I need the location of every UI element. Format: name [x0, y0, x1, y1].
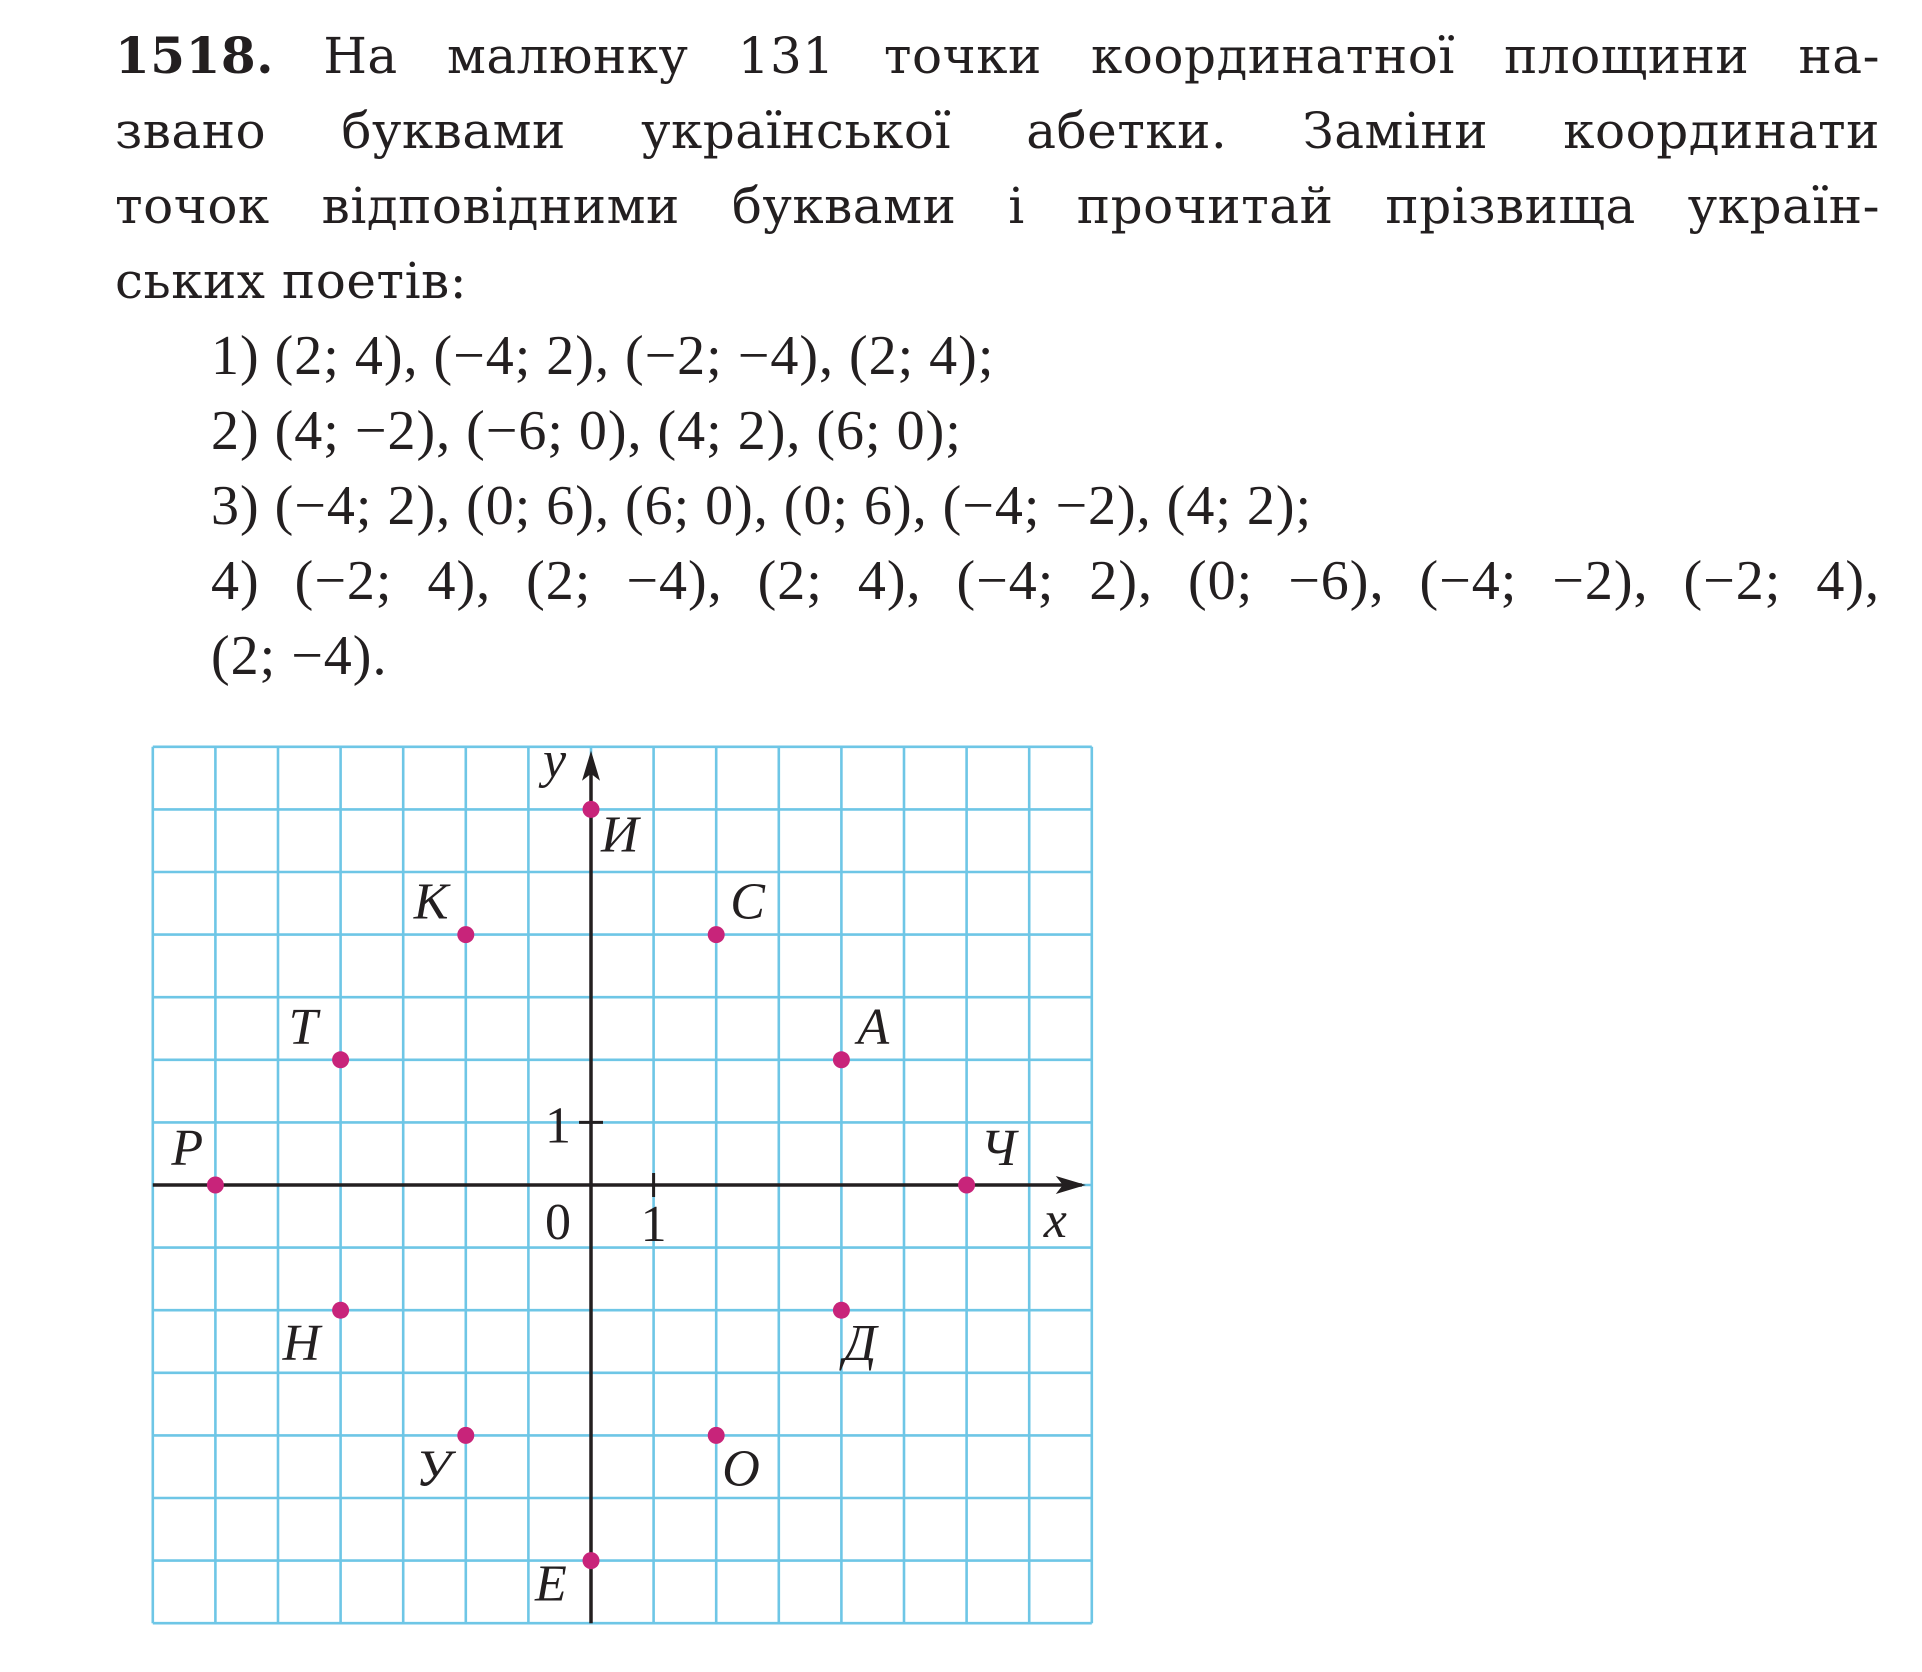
- point-label: Р: [171, 1120, 204, 1177]
- point-marker: [583, 1552, 600, 1569]
- task-item-4-cont: (2; −4).: [211, 625, 388, 687]
- point-label: Н: [282, 1315, 321, 1373]
- task-item-3: 3) (−4; 2), (0; 6), (6; 0), (0; 6), (−4; −2), (4; 2);: [211, 475, 1313, 537]
- point-label: Ч: [980, 1120, 1017, 1177]
- point-marker: [207, 1177, 224, 1194]
- point-label: Т: [288, 998, 318, 1056]
- point-marker: [708, 926, 725, 943]
- points: [170, 801, 1019, 1613]
- point-marker: [583, 801, 600, 818]
- problem-number: 1518.: [115, 26, 275, 85]
- point-label: А: [857, 998, 890, 1056]
- task-item-1: 1) (2; 4), (−4; 2), (−2; −4), (2; 4);: [211, 325, 995, 387]
- x-axis-label: x: [1043, 1192, 1067, 1249]
- problem-line-4: ських поетів:: [115, 252, 468, 310]
- problem-line-3: точок відповідними буквами і прочитай прізвища україн-: [115, 177, 1880, 235]
- point-marker: [457, 1427, 474, 1444]
- point-label: Е: [535, 1555, 567, 1613]
- x-unit-label: 1: [640, 1196, 667, 1253]
- point-marker: [833, 1051, 850, 1068]
- problem-statement-1: На малюнку 131 точки координатної площини на-: [323, 27, 1880, 85]
- axes: [153, 732, 1086, 1623]
- task-item-2: 2) (4; −2), (−6; 0), (4; 2), (6; 0);: [211, 400, 962, 462]
- point-label: У: [415, 1440, 451, 1498]
- point-label: Д: [843, 1315, 877, 1373]
- y-axis-label: y: [543, 731, 567, 789]
- point-marker: [332, 1302, 349, 1319]
- point-marker: [332, 1051, 349, 1068]
- point-label: К: [413, 873, 449, 931]
- point-label: С: [730, 873, 765, 931]
- point-marker: [457, 926, 474, 943]
- task-item-4: 4) (−2; 4), (2; −4), (2; 4), (−4; 2), (0; −6), (−4; −2), (−2; 4),: [211, 550, 1880, 612]
- point-label: И: [601, 806, 639, 864]
- point-marker: [958, 1177, 975, 1194]
- problem-line-2: звано буквами української абетки. Заміни координати: [115, 102, 1880, 160]
- point-label: О: [722, 1440, 760, 1498]
- origin-label: 0: [545, 1194, 571, 1251]
- y-unit-label: 1: [545, 1097, 571, 1155]
